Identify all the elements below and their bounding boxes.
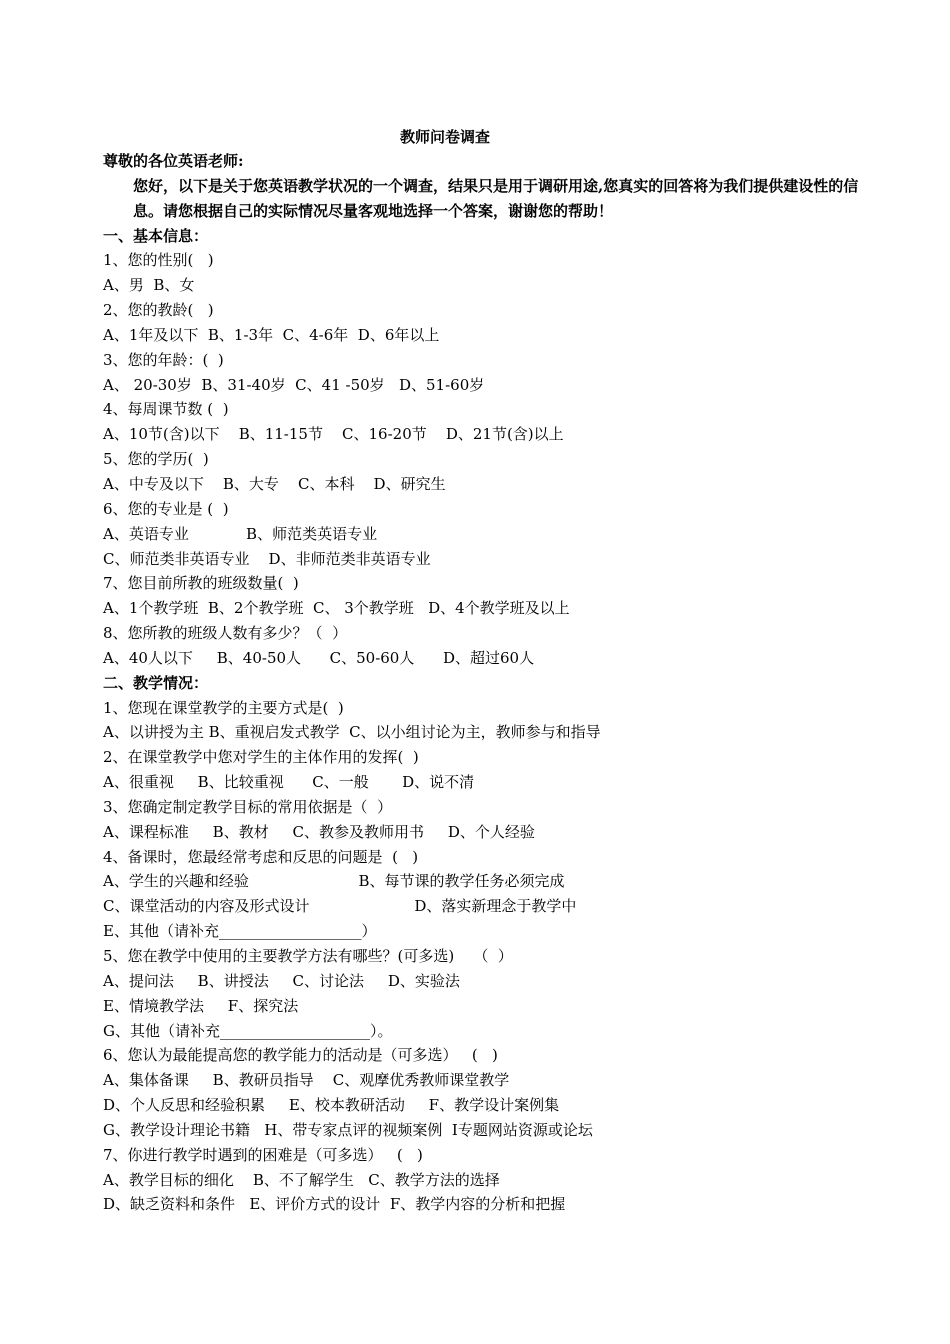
question-line: A、1年及以下 B、1-3年 C、4-6年 D、6年以上 bbox=[103, 325, 440, 344]
question-line: 7、您目前所教的班级数量( ) bbox=[103, 574, 299, 593]
question-line: 6、您认为最能提高您的教学能力的活动是（可多选） ( ) bbox=[103, 1046, 498, 1065]
question-line: D、缺乏资料和条件 E、评价方式的设计 F、教学内容的分析和把握 bbox=[103, 1195, 566, 1214]
question-line: A、 20-30岁 B、31-40岁 C、41 -50岁 D、51-60岁 bbox=[103, 375, 485, 394]
question-line: 3、您的年龄：( ) bbox=[103, 350, 224, 369]
questionnaire-body bbox=[103, 149, 863, 1217]
question-line: 2、在课堂教学中您对学生的主体作用的发挥( ) bbox=[103, 748, 419, 767]
question-line: E、情境教学法 F、探究法 bbox=[103, 996, 299, 1015]
question-line: 5、您在教学中使用的主要教学方法有哪些？(可多选) （ ） bbox=[103, 947, 513, 965]
question-line: 6、您的专业是 ( ) bbox=[103, 499, 229, 518]
question-line: 4、每周课节数 ( ) bbox=[103, 400, 229, 419]
question-line: A、教学目标的细化 B、不了解学生 C、教学方法的选择 bbox=[103, 1170, 500, 1189]
question-line: G、其他（请补充____________________）。 bbox=[103, 1021, 393, 1040]
intro-paragraph: 您好，以下是关于您英语教学状况的一个调查，结果只是用于调研用途,您真实的回答将为我们提供建设性的信息。请您根据自己的实际情况尽量客观地选择一个答案，谢谢您的帮助！ bbox=[133, 176, 859, 220]
question-line: A、提问法 B、讲授法 C、讨论法 D、实验法 bbox=[103, 971, 460, 990]
question-line: 8、您所教的班级人数有多少？（ ） bbox=[103, 624, 348, 643]
question-line: D、个人反思和经验积累 E、校本教研活动 F、教学设计案例集 bbox=[103, 1096, 560, 1115]
question-line: 5、您的学历( ) bbox=[103, 450, 209, 469]
question-line: A、以讲授为主 B、重视启发式教学 C、以小组讨论为主，教师参与和指导 bbox=[103, 723, 601, 742]
question-line: C、课堂活动的内容及形式设计 D、落实新理念于教学中 bbox=[103, 897, 577, 916]
question-line: 2、您的教龄( ) bbox=[103, 301, 214, 320]
question-line: 1、您的性别( ) bbox=[103, 251, 214, 270]
question-line: A、40人以下 B、40-50人 C、50-60人 D、超过60人 bbox=[103, 648, 535, 667]
question-line: A、10节(含)以下 B、11-15节 C、16-20节 D、21节(含)以上 bbox=[103, 425, 564, 444]
question-line: A、学生的兴趣和经验 B、每节课的教学任务必须完成 bbox=[103, 872, 565, 891]
question-line: G、教学设计理论书籍 H、带专家点评的视频案例 I专题网站资源或论坛 bbox=[103, 1120, 593, 1139]
question-line: A、中专及以下 B、大专 C、本科 D、研究生 bbox=[103, 474, 446, 493]
section-heading: 二、教学情况： bbox=[103, 673, 209, 692]
question-line: A、男 B、女 bbox=[103, 276, 195, 295]
question-line: A、1个教学班 B、2个教学班 C、 3个教学班 D、4个教学班及以上 bbox=[103, 599, 570, 618]
question-line: A、课程标准 B、教材 C、教参及教师用书 D、个人经验 bbox=[103, 822, 535, 841]
question-line: 3、您确定制定教学目标的常用依据是（ ） bbox=[103, 797, 393, 816]
question-line: A、英语专业 B、师范类英语专业 bbox=[103, 524, 378, 543]
question-line: A、很重视 B、比较重视 C、一般 D、说不清 bbox=[103, 773, 475, 792]
question-line: 1、您现在课堂教学的主要方式是( ) bbox=[103, 698, 344, 717]
section-heading: 一、基本信息： bbox=[103, 226, 209, 245]
question-line: E、其他（请补充___________________） bbox=[103, 922, 377, 941]
question-line: 4、备课时，您最经常考虑和反思的问题是 ( ) bbox=[103, 847, 419, 866]
question-line: A、集体备课 B、教研员指导 C、观摩优秀教师课堂教学 bbox=[103, 1071, 510, 1090]
question-line: 7、你进行教学时遇到的困难是（可多选） ( ) bbox=[103, 1145, 423, 1164]
page-title: 教师问卷调查 bbox=[399, 128, 490, 146]
greeting: 尊敬的各位英语老师: bbox=[103, 152, 244, 170]
question-list bbox=[103, 224, 863, 1218]
question-line: C、师范类非英语专业 D、非师范类非英语专业 bbox=[103, 549, 431, 568]
